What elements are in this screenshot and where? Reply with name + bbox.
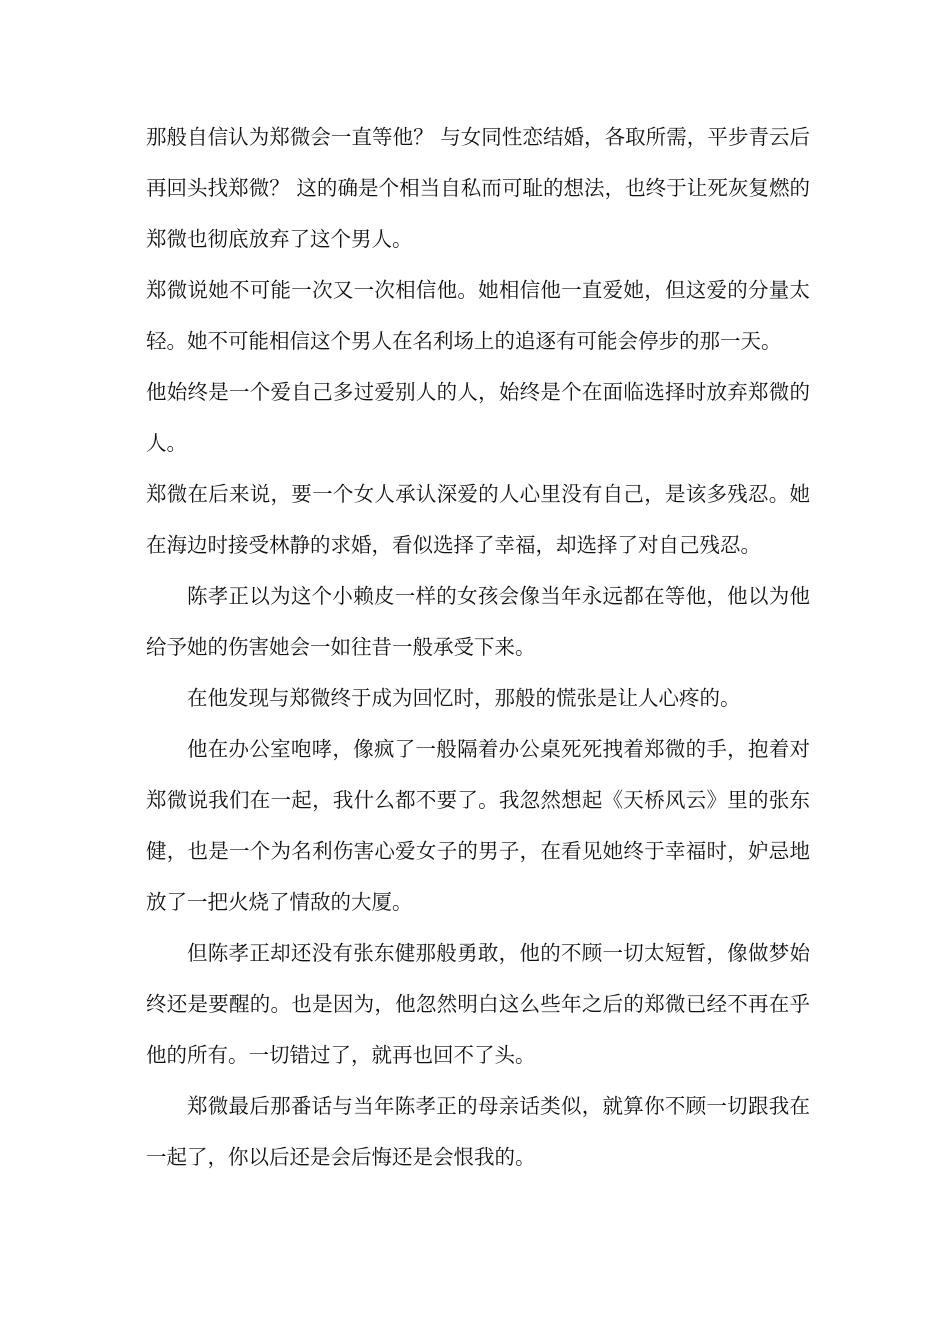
paragraph-8: 但陈孝正却还没有张东健那般勇敢，他的不顾一切太短暂，像做梦始终还是要醒的。也是因为，他忽然明白这么些年之后的郑微已经不再在乎他的所有。一切错过了，就再也回不了头。 <box>146 941 810 1067</box>
paragraph-9: 郑微最后那番话与当年陈孝正的母亲话类似，就算你不顾一切跟我在一起了，你以后还是会后悔还是会恨我的。 <box>146 1094 810 1169</box>
paragraph-5: 陈孝正以为这个小赖皮一样的女孩会像当年永远都在等他，他以为他给予她的伤害她会一如往昔一般承受下来。 <box>146 584 810 659</box>
paragraph-4: 郑微在后来说，要一个女人承认深爱的人心里没有自己，是该多残忍。她在海边时接受林静的求婚，看似选择了幸福，却选择了对自己残忍。 <box>146 482 810 557</box>
paragraph-2: 郑微说她不可能一次又一次相信他。她相信他一直爱她，但这爱的分量太轻。她不可能相信这个男人在名利场上的追逐有可能会停步的那一天。 <box>146 278 810 353</box>
paragraph-7: 他在办公室咆哮，像疯了一般隔着办公桌死死拽着郑微的手，抱着对郑微说我们在一起，我什么都不要了。我忽然想起《天桥风云》里的张东健，也是一个为名利伤害心爱女子的男子，在看见她终于幸福时，妒忌地放了一把火烧了情敌的大厦。 <box>146 737 810 914</box>
document-body <box>146 112 810 1183</box>
paragraph-1: 那般自信认为郑微会一直等他？ 与女同性恋结婚，各取所需，平步青云后再回头找郑微？ 这的确是个相当自私而可耻的想法，也终于让死灰复燃的郑微也彻底放弃了这个男人。 <box>146 125 810 251</box>
paragraph-3: 他始终是一个爱自己多过爱别人的人，始终是个在面临选择时放弃郑微的人。 <box>146 380 810 455</box>
paragraph-6: 在他发现与郑微终于成为回忆时，那般的慌张是让人心疼的。 <box>187 686 741 710</box>
